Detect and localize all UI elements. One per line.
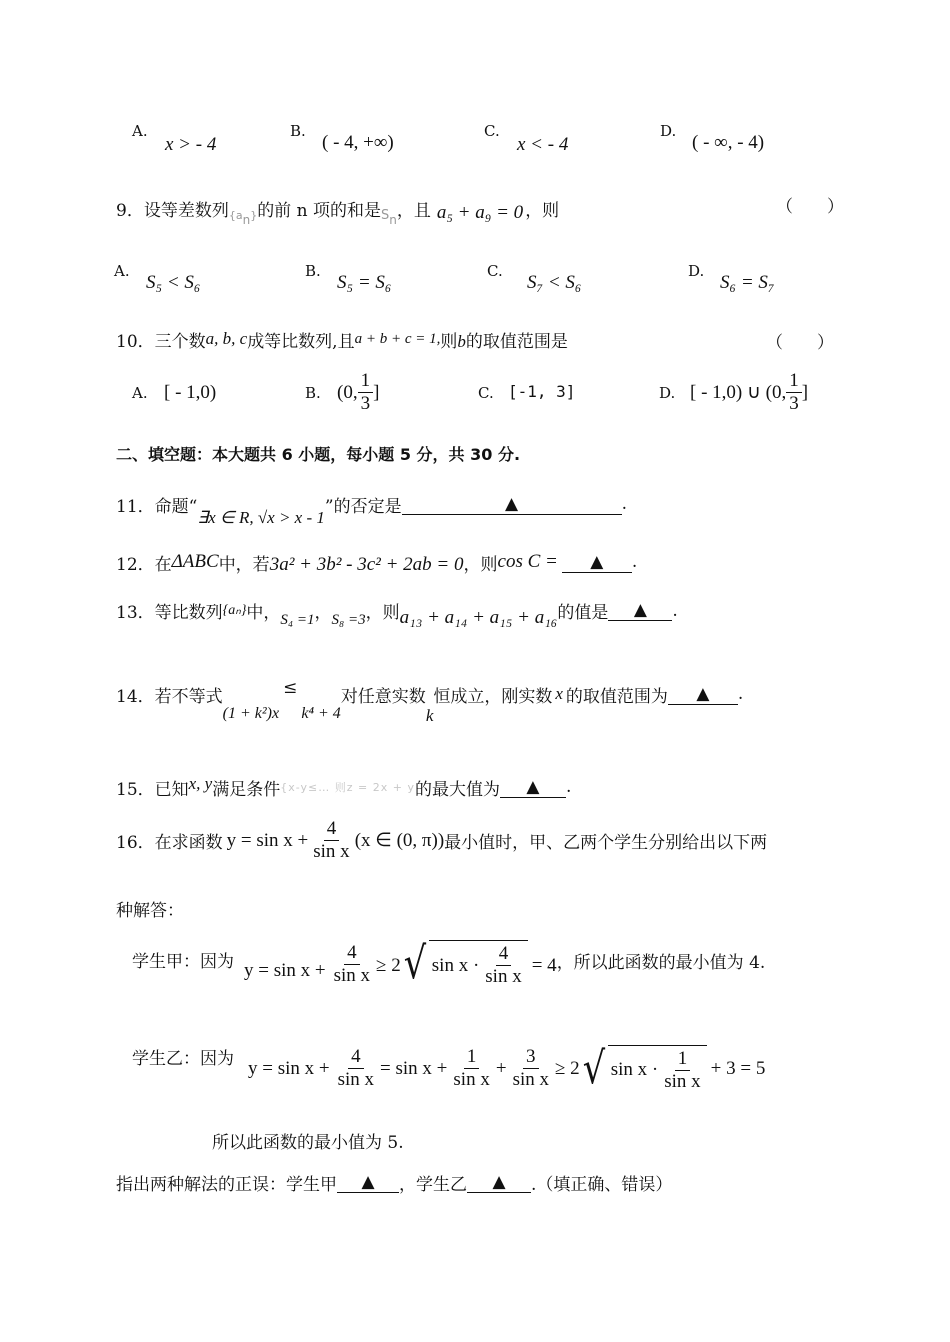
q16-final-text-3: .（填正确、错误）	[531, 1175, 673, 1195]
q15-constraints: {x-y≤… 则z = 2x + y	[280, 781, 415, 794]
q9-option-d: S₆ = S₇	[720, 272, 775, 293]
q8-option-d-label: D.	[660, 122, 677, 140]
q9-text-3: ，且	[396, 201, 431, 221]
student-a-answer-blank[interactable]: ▲	[337, 1172, 399, 1193]
student-b-fraction-2: $\frac{1}{\text{sin x}}$	[453, 1046, 490, 1090]
student-a-label: 学生甲：因为	[132, 951, 234, 972]
q12-text-2: 中，若	[218, 554, 270, 575]
question-11	[116, 480, 627, 528]
q13-number: 13．	[116, 603, 155, 623]
q10-condition: a + b + c = 1,	[354, 330, 441, 347]
student-a-ge: ≥ 2	[376, 955, 401, 976]
q14-le: ≤	[283, 678, 298, 698]
student-a-solution	[132, 940, 765, 988]
question-9	[116, 190, 559, 227]
q11-text-1: 命题“	[154, 496, 198, 517]
q14-text-1: 若不等式	[154, 686, 223, 707]
q8-option-a-label: A.	[132, 122, 148, 140]
q14-lhs: (1 + k²)x	[222, 705, 280, 722]
q13-answer-blank[interactable]: ▲	[608, 600, 672, 621]
q16-function-domain: (x ∈ (0, π))	[354, 830, 445, 851]
q16-text-1: 在求函数	[154, 833, 223, 853]
q13-text-1: 等比数列	[154, 603, 223, 623]
q9-option-b-label: B.	[305, 262, 321, 280]
question-15	[116, 774, 571, 800]
q15-text-3: 的最大值为	[414, 779, 500, 800]
student-b-solution	[132, 1044, 765, 1093]
q8-option-c: x < - 4	[517, 134, 569, 155]
question-10	[116, 326, 568, 352]
q9-option-c: S₇ < S₆	[527, 272, 582, 293]
q14-k: k	[425, 706, 434, 725]
q10-option-d: [ - 1,0) ∪ (0, $\frac{1}{3}$ ]	[690, 370, 809, 414]
q10-text-1: 三个数	[154, 331, 206, 352]
q10-text-3: 则	[440, 331, 458, 352]
student-b-plus: +	[495, 1057, 507, 1079]
q8-option-c-label: C.	[484, 122, 500, 140]
q13-text-4: 的值是	[557, 603, 609, 623]
student-b-fraction-1: $\frac{4}{\text{sin x}}$	[337, 1046, 375, 1090]
q9-option-b: S₅ = S₆	[337, 272, 392, 293]
q16-function-pre: y = sin x +	[226, 829, 309, 851]
student-b-eq: + 3 = 5	[710, 1057, 766, 1079]
q9-option-c-label: C.	[487, 262, 503, 280]
q9-sum: Sn	[380, 208, 397, 227]
q14-answer-blank[interactable]: ▲	[668, 684, 738, 705]
q11-answer-blank[interactable]: ▲	[402, 494, 622, 515]
q9-option-a: S₅ < S₆	[146, 272, 201, 293]
q9-text-2: 的前 n 项的和是	[257, 201, 381, 221]
q16-final-prompt	[116, 1170, 672, 1195]
question-12	[116, 548, 637, 576]
q8-option-a: x > - 4	[165, 134, 217, 155]
q16-final-text-1: 指出两种解法的正误：学生甲	[116, 1175, 337, 1195]
q12-triangle: ΔABC	[171, 551, 219, 572]
q10-d-fraction: $\frac{1}{3}$	[786, 370, 802, 415]
q16-text-3: 种解答：	[116, 901, 184, 921]
q9-text-1: 设等差数列	[143, 201, 229, 221]
q10-option-a-label: A.	[132, 384, 148, 402]
q12-end: .	[631, 552, 638, 572]
section-2-heading: 二、填空题：本大题共 6 小题，每小题 5 分，共 30 分.	[116, 445, 521, 464]
q15-text-1: 已知	[154, 779, 189, 800]
q14-rhs: k⁴ + 4	[301, 705, 341, 722]
q10-text-4: 的取值范围是	[465, 331, 568, 352]
q13-end: .	[672, 600, 678, 621]
q14-text-3: 恒成立，刚实数	[433, 686, 553, 707]
q11-number: 11．	[116, 496, 155, 517]
q13-text-2: 中，	[246, 603, 281, 623]
q10-answer-paren: （ ）	[766, 333, 834, 353]
q10-option-c: [-1, 3]	[508, 382, 576, 401]
q16-final-text-2: ，学生乙	[399, 1175, 467, 1195]
q13-text-3: ，则	[365, 603, 400, 623]
q9-condition: a₅ + a₉ = 0	[436, 201, 524, 223]
question-14	[116, 662, 743, 726]
q16-function-fraction: $\frac{4}{\text{sin x}}$	[313, 818, 350, 862]
q10-option-a: [ - 1,0)	[164, 382, 217, 403]
q10-option-c-label: C.	[478, 384, 494, 402]
student-b-tail: 所以此函数的最小值为 5.	[212, 1133, 404, 1153]
q11-expression: ∃x ∈ R, √x > x - 1	[197, 508, 325, 527]
q10-option-b: (0, $\frac{1}{3}$ ]	[337, 370, 380, 414]
q12-text-1: 在	[154, 554, 172, 575]
q13-sequence: {aₙ}	[222, 603, 247, 618]
question-13	[116, 592, 678, 629]
q13-separator: ，	[314, 603, 332, 623]
student-b-pre: y = sin x +	[248, 1057, 330, 1079]
student-a-fraction: $\frac{4}{\text{sin x}}$	[333, 941, 371, 986]
q10-option-b-label: B.	[305, 384, 321, 402]
q11-end: .	[621, 494, 627, 514]
q14-end: .	[737, 684, 744, 704]
q10-b-fraction: $\frac{1}{3}$	[358, 370, 374, 415]
student-a-pre: y = sin x +	[244, 960, 326, 981]
q10-text-2: 成等比数列,且	[247, 331, 355, 352]
student-b-fraction-3: $\frac{3}{\text{sin x}}$	[512, 1046, 549, 1090]
q12-answer-blank[interactable]: ▲	[562, 552, 632, 573]
q14-number: 14．	[116, 686, 155, 707]
q8-option-b: ( - 4, +∞)	[322, 132, 394, 153]
q10-abc: a, b, c	[205, 329, 248, 348]
q13-s8: S₈ =3	[331, 612, 366, 628]
student-b-ge: ≥ 2	[555, 1057, 580, 1079]
student-a-sqrt: √ sin x · $\frac{4}{\text{sin x}}$	[401, 940, 528, 988]
q9-option-a-label: A.	[114, 262, 130, 280]
student-a-eq: = 4	[531, 955, 557, 976]
q10-option-d-label: D.	[659, 384, 676, 402]
q15-xy: x, y	[188, 774, 213, 793]
student-b-mid: = sin x +	[380, 1057, 448, 1079]
question-16	[116, 818, 767, 863]
q9-answer-paren: （ ）	[776, 197, 844, 217]
q15-text-2: 满足条件	[212, 779, 281, 800]
q15-answer-blank[interactable]: ▲	[500, 777, 566, 798]
q12-number: 12．	[116, 554, 155, 575]
student-b-sqrt: √ sin x · $\frac{1}{\text{sin x}}$	[580, 1045, 707, 1093]
q9-number: 9．	[116, 201, 144, 221]
q9-text-4: ，则	[525, 201, 560, 221]
q10-number: 10．	[116, 331, 155, 352]
q9-option-d-label: D.	[688, 262, 705, 280]
q14-text-4: 的取值范围为	[565, 686, 668, 707]
q14-text-2: 对任意实数	[340, 686, 426, 707]
student-b-label: 学生乙：因为	[132, 1049, 234, 1069]
q13-sum: a₁₃ + a₁₄ + a₁₅ + a₁₆	[399, 606, 558, 628]
q12-cos: cos C =	[497, 551, 558, 572]
q15-number: 15．	[116, 779, 155, 800]
q15-end: .	[565, 777, 572, 797]
q11-text-2: ”的否定是	[324, 496, 402, 517]
q16-text-2: 最小值时，甲、乙两个学生分别给出以下两	[444, 833, 768, 853]
student-a-tail: ，所以此函数的最小值为 4.	[556, 952, 766, 973]
q12-equation: 3a² + 3b² - 3c² + 2ab = 0	[269, 554, 464, 575]
q12-text-3: ，则	[463, 554, 498, 575]
student-b-answer-blank[interactable]: ▲	[467, 1172, 531, 1193]
q16-number: 16．	[116, 833, 155, 853]
q14-x: x	[555, 684, 563, 703]
q8-option-b-label: B.	[290, 122, 306, 140]
q10-b: b	[457, 332, 466, 351]
q9-seq: {an}	[228, 208, 258, 227]
q13-s4: S₄ =1	[280, 612, 315, 628]
q8-option-d: ( - ∞, - 4)	[692, 132, 765, 153]
